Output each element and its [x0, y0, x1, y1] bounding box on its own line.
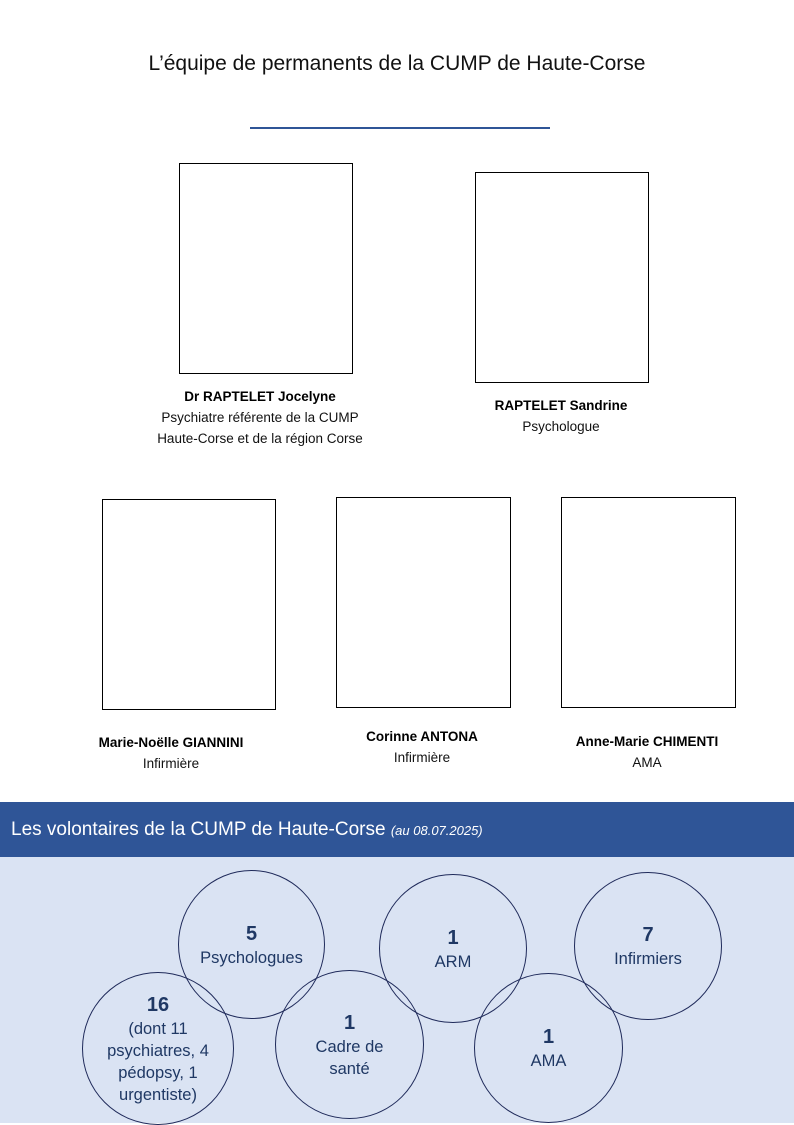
bubble-label: Infirmiers — [614, 950, 682, 968]
person-role: Infirmière — [393, 750, 451, 765]
person-caption — [120, 386, 400, 449]
person-caption — [527, 731, 767, 773]
bubble-count: 1 — [447, 926, 459, 949]
bubble-label: pédopsy, 1 — [118, 1063, 198, 1082]
volunteers-header — [0, 802, 794, 857]
bubble-label: AMA — [530, 1052, 567, 1070]
person-caption — [302, 726, 542, 768]
bubble-count: 16 — [146, 993, 170, 1016]
person-role: AMA — [632, 755, 662, 770]
bubble-label: santé — [329, 1059, 370, 1078]
person-name: RAPTELET Sandrine — [494, 398, 628, 413]
bubble-count: 7 — [642, 924, 654, 946]
photo-frame-antona — [336, 497, 511, 708]
photo-frame-chimenti — [561, 497, 736, 708]
person-name: Anne-Marie CHIMENTI — [575, 734, 719, 749]
photo-frame-giannini — [102, 499, 276, 710]
page-title: L’équipe de permanents de la CUMP de Haute-Corse — [148, 52, 646, 75]
person-role: Infirmière — [142, 756, 200, 771]
bubble-label: Cadre de — [315, 1037, 384, 1056]
bubble-label: Psychologues — [200, 948, 303, 967]
volunteers-section — [0, 802, 794, 1123]
bubble-ama — [474, 973, 623, 1123]
person-caption — [431, 395, 691, 437]
bubble-label: (dont 11 — [128, 1019, 188, 1038]
person-caption — [51, 732, 291, 774]
volunteers-date-note: (au 08.07.2025) — [390, 823, 483, 838]
bubble-count: 1 — [343, 1011, 356, 1034]
volunteers-heading: Les volontaires de la CUMP de Haute-Corse — [11, 819, 386, 840]
bubble-label: urgentiste) — [119, 1085, 197, 1104]
title-underline — [250, 127, 550, 129]
person-name: Marie-Noëlle GIANNINI — [98, 735, 244, 750]
bubble-label: psychiatres, 4 — [107, 1041, 209, 1060]
bubble-count: 5 — [245, 922, 258, 945]
person-name: Corinne ANTONA — [366, 729, 478, 744]
bubble-label: ARM — [434, 952, 472, 971]
photo-frame-raptelet-jocelyne — [179, 163, 353, 374]
person-role: Haute-Corse et de la région Corse — [157, 431, 363, 446]
bubble-count: 1 — [542, 1026, 555, 1048]
person-role: Psychiatre référente de la CUMP — [161, 410, 359, 425]
bubble-cadre-sante — [275, 970, 424, 1119]
bubble-psychiatres — [82, 972, 234, 1125]
person-role: Psychologue — [522, 419, 600, 434]
person-name: Dr RAPTELET Jocelyne — [184, 389, 336, 404]
photo-frame-raptelet-sandrine — [475, 172, 649, 383]
